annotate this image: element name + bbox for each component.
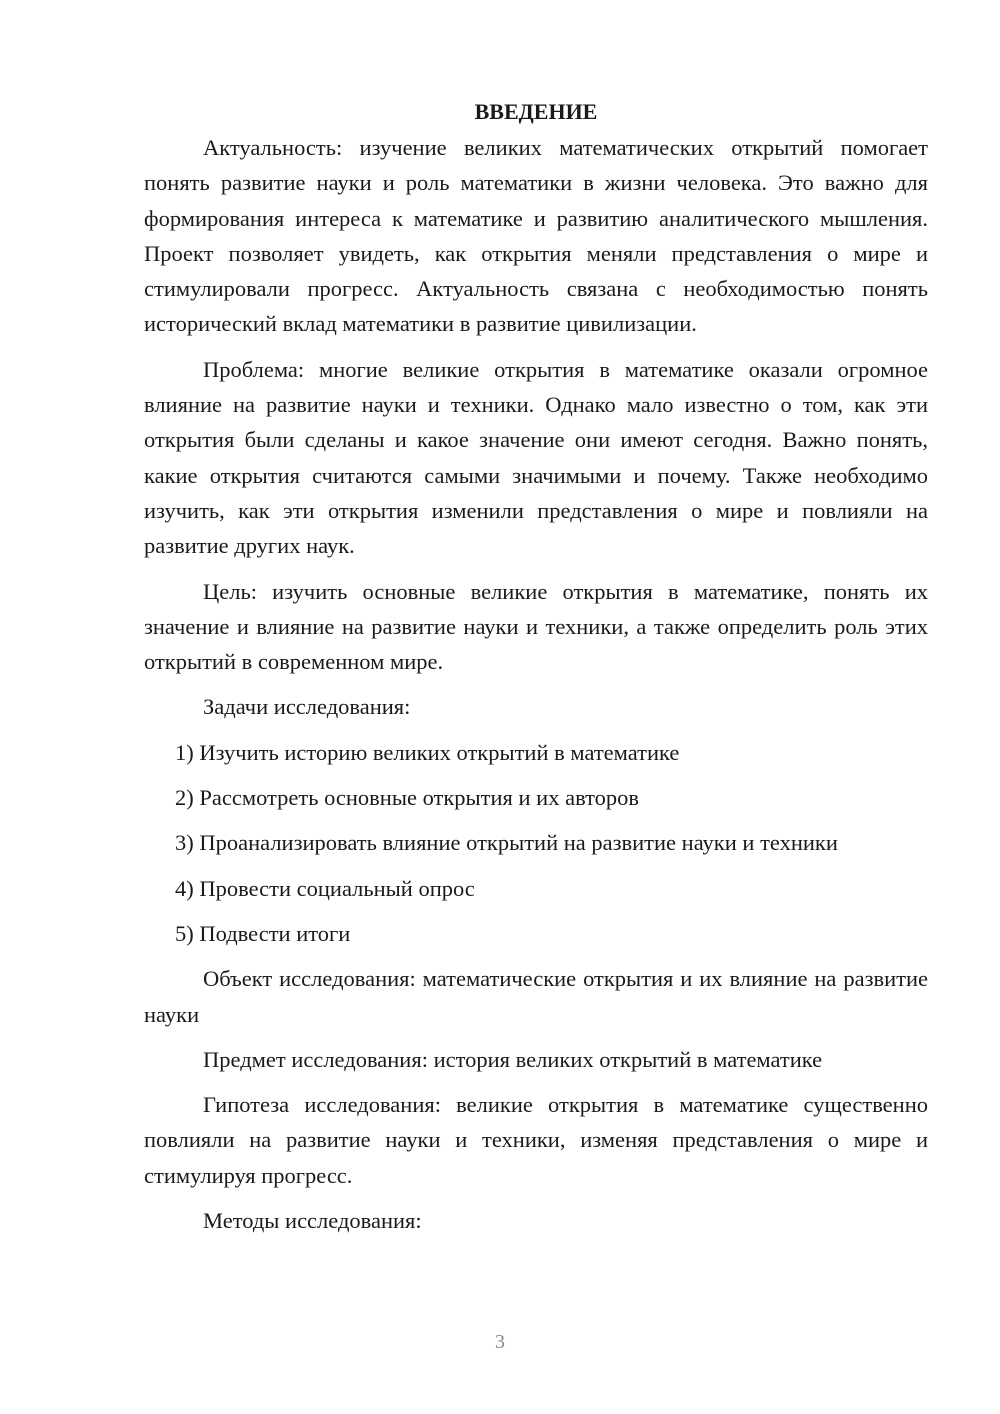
hypothesis-paragraph: Гипотеза исследования: великие открытия в математике существенно повлияли на развитие науки и техники, изменяя представления о мире и стимулируя прогресс. (144, 1092, 928, 1188)
list-item: 2) Рассмотреть основные открытия и их авторов (175, 785, 640, 811)
page-number: 3 (495, 1331, 505, 1353)
goal-paragraph: Цель: изучить основные великие открытия в математике, понять их значение и влияние на развитие науки и техники, а также определить роль этих открытий в современном мире. (144, 578, 928, 675)
subject-paragraph: Предмет исследования: история великих открытий в математике (203, 1046, 823, 1072)
list-item: 4) Провести социальный опрос (175, 875, 475, 901)
object-paragraph: Объект исследования: математические открытия и их влияние на развитие науки (144, 966, 928, 1027)
list-item: 3) Проанализировать влияние открытий на развитие науки и техники (175, 830, 838, 856)
problem-paragraph: Проблема: многие великие открытия в математике оказали огромное влияние на развитие науки и техники. Однако мало известно о том, как эти открытия были сделаны и какое значение они имеют сегодня. Важно понять, какие открытия считаются самыми значимыми и почему. Также необходимо изучить, как эти открытия изменили представления о мире и повлияли на развитие других наук. (144, 356, 928, 559)
list-item: 1) Изучить историю великих открытий в математике (175, 739, 680, 765)
tasks-heading: Задачи исследования: (203, 694, 411, 720)
document-page (144, 94, 928, 1238)
list-item: 5) Подвести итоги (175, 920, 351, 946)
methods-heading: Методы исследования: (203, 1208, 422, 1234)
tasks-list (144, 735, 928, 951)
relevance-paragraph: Актуальность: изучение великих математических открытий помогает понять развитие науки и роль математики в жизни человека. Это важно для формирования интереса к математике и развитию аналитического мышления. Проект позволяет увидеть, как открытия меняли представления о мире и стимулировали прогресс. Актуальность связана с необходимостью понять исторический вклад математики в развитие цивилизации. (144, 135, 928, 337)
section-title: ВВЕДЕНИЕ (474, 99, 598, 124)
